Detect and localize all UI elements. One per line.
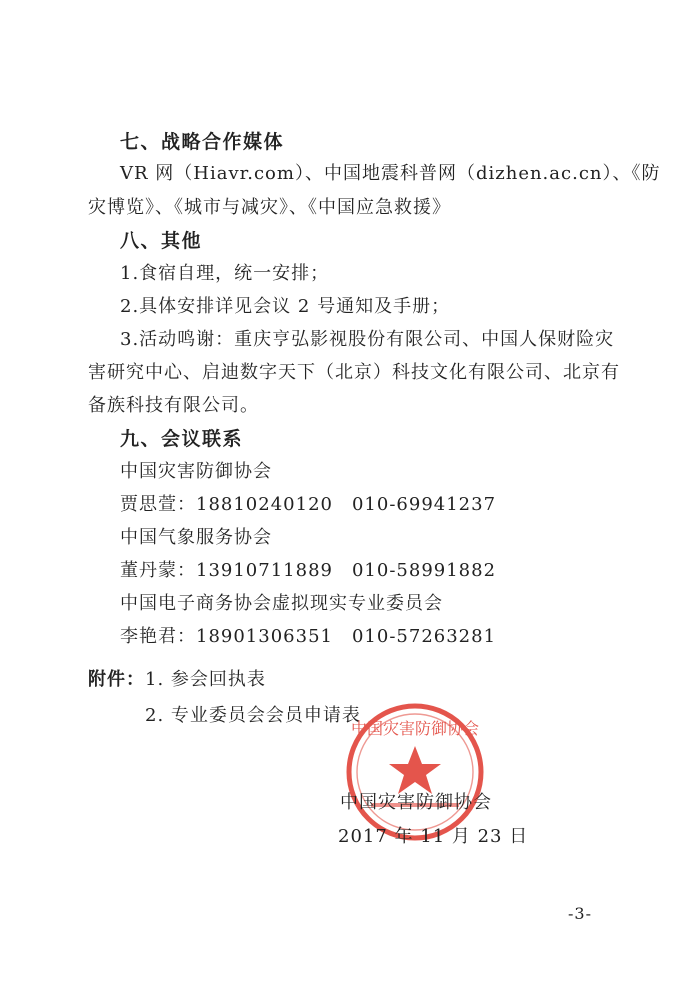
contact-person-1: 贾思萱：18810240120 010-69941237 bbox=[120, 494, 497, 515]
svg-text:中国灾害防御协会: 中国灾害防御协会 bbox=[350, 719, 480, 738]
contact-organization-1: 中国灾害防御协会 bbox=[120, 461, 272, 482]
section-seven-heading: 七、战略合作媒体 bbox=[120, 131, 285, 153]
section-nine-heading: 九、会议联系 bbox=[120, 428, 244, 450]
official-seal bbox=[343, 700, 487, 844]
signature-organization: 中国灾害防御协会 bbox=[340, 792, 492, 813]
section-eight-item-1: 1.食宿自理，统一安排； bbox=[120, 263, 330, 284]
section-eight-item-3-line-1: 3.活动鸣谢：重庆亨弘影视股份有限公司、中国人保财险灾 bbox=[120, 329, 615, 350]
section-eight-item-3-line-3: 备族科技有限公司。 bbox=[88, 395, 259, 416]
section-eight-heading: 八、其他 bbox=[120, 230, 203, 252]
attachment-label: 附件： bbox=[88, 669, 145, 690]
contact-person-2: 董丹蒙：13910711889 010-58991882 bbox=[120, 560, 497, 581]
section-seven-line-1: VR 网（Hiavr.com）、中国地震科普网（dizhen.ac.cn）、《防 bbox=[120, 163, 661, 184]
section-seven-line-2: 灾博览》、《城市与减灾》、《中国应急救援》 bbox=[88, 197, 451, 218]
contact-person-3: 李艳君：18901306351 010-57263281 bbox=[120, 626, 497, 647]
section-eight-item-2: 2.具体安排详见会议 2 号通知及手册； bbox=[120, 296, 451, 317]
attachment-row-1 bbox=[88, 669, 266, 691]
contact-organization-3: 中国电子商务协会虚拟现实专业委员会 bbox=[120, 593, 443, 614]
contact-organization-2: 中国气象服务协会 bbox=[120, 527, 272, 548]
section-eight-item-3-line-2: 害研究中心、启迪数字天下（北京）科技文化有限公司、北京有 bbox=[88, 362, 620, 383]
attachment-item-2: 2. 专业委员会会员申请表 bbox=[145, 705, 361, 726]
page-number: -3- bbox=[568, 904, 592, 923]
attachment-item-1: 1. 参会回执表 bbox=[145, 669, 266, 690]
signature-date: 2017 年 11 月 23 日 bbox=[338, 826, 529, 847]
